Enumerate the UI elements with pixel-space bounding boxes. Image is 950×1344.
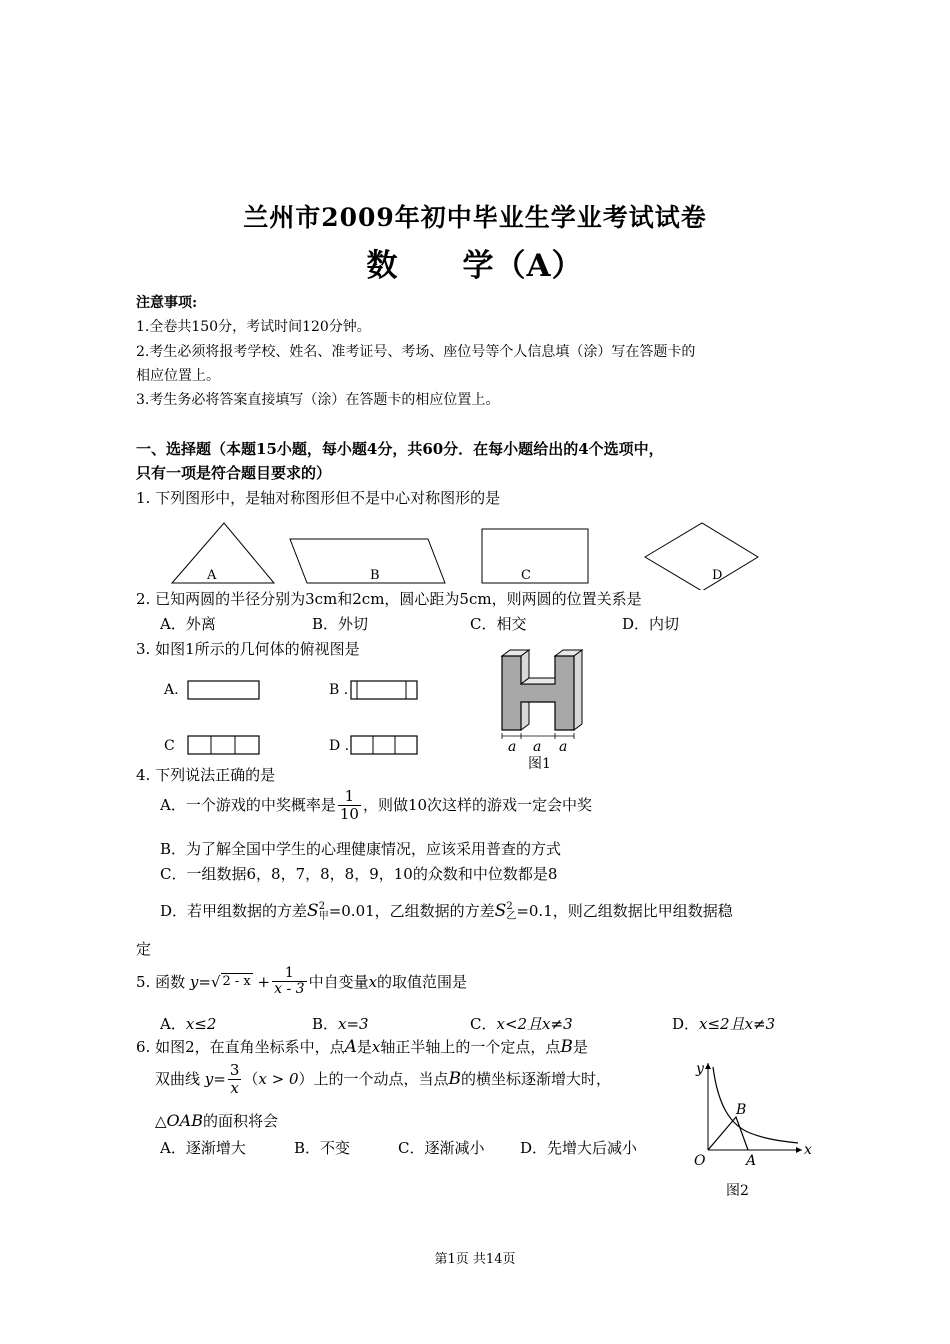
- axis-label-y: y: [696, 1061, 704, 1077]
- notice-item-1: 1.全卷共150分，考试时间120分钟。: [136, 319, 371, 335]
- triangle-shape-a: [172, 523, 274, 583]
- q5-option-b: [312, 1013, 369, 1034]
- q6-cond: x > 0: [258, 1070, 299, 1088]
- q3-option-a-label: A.: [164, 682, 179, 698]
- q4-option-a-post: ，则做10次这样的游戏一定会中奖: [362, 796, 593, 814]
- parallelogram-shape-b: [290, 539, 445, 583]
- q6-line1: [136, 1036, 588, 1057]
- q5-option-d-value: x≤2且x≠3: [699, 1015, 776, 1033]
- q4-option-a-pre: A．一个游戏的中奖概率是: [160, 796, 336, 814]
- q5-stem: [136, 966, 467, 998]
- q1-shapes: [160, 515, 800, 590]
- q6-line2-post: 的横坐标逐渐增大时，: [461, 1070, 612, 1088]
- q6-line2: [155, 1062, 611, 1096]
- figure-1-h-solid: [494, 648, 594, 760]
- notice-item-3: 3.考生务必将答案直接填写（涂）在答题卡的相应位置上。: [136, 392, 500, 408]
- notice-item-2-cont: 相应位置上。: [136, 368, 220, 384]
- q5-eq: =: [198, 972, 211, 991]
- q5-option-c-label: C．: [470, 1015, 497, 1033]
- q5-x: x: [368, 972, 378, 991]
- sqrt-radicand: 2 - x: [222, 973, 251, 989]
- q6-cond-close: ）上的一个动点，当点: [298, 1070, 449, 1088]
- top-view-c: [188, 736, 259, 754]
- fraction-num: 1: [344, 787, 355, 805]
- fraction-1-over-x-3: [272, 966, 306, 998]
- page-footer: 第1页 共14页: [434, 1252, 516, 1267]
- q2-option-d: D．内切: [622, 615, 680, 633]
- q6-line2-pre: 双曲线: [155, 1070, 201, 1088]
- q5-option-a-value: x≤2: [185, 1015, 217, 1033]
- shape-label-d: D: [712, 568, 723, 583]
- top-view-a: [188, 681, 259, 699]
- variance-sup-1: 2: [318, 901, 326, 912]
- q2-option-c: C．相交: [470, 615, 527, 633]
- variance-symbol-1: S: [307, 901, 319, 921]
- q4-option-d-mid2: =0.1，则乙组数据比甲组数据稳: [516, 902, 733, 920]
- q4-option-d: [160, 900, 733, 922]
- q5-option-c-value: x<2且x≠3: [496, 1015, 573, 1033]
- q5-option-c: [470, 1013, 573, 1034]
- q5-post2: 的取值范围是: [377, 972, 468, 991]
- variance-symbol-2: S: [494, 901, 507, 921]
- q5-option-d-label: D．: [672, 1015, 700, 1033]
- q6-oab: OAB: [166, 1111, 203, 1130]
- q6-eq: =: [213, 1070, 226, 1088]
- q5-den: x - 3: [274, 981, 305, 998]
- dim-label-a-3: a: [559, 739, 568, 755]
- q6-num: 3: [229, 1061, 240, 1079]
- section-heading-line2: 只有一项是符合题目要求的）: [136, 464, 332, 482]
- q5-option-d: [672, 1013, 775, 1034]
- notice-heading: 注意事项:: [136, 295, 198, 311]
- notice-item-2: 2.考生必须将报考学校、姓名、准考证号、考场、座位号等个人信息填（涂）写在答题卡的: [136, 344, 696, 360]
- fraction-3-over-x: [228, 1062, 242, 1096]
- q2-option-a: A．外离: [160, 615, 216, 633]
- figure-1-caption: 图1: [528, 756, 551, 772]
- q3-option-b-label: B .: [329, 682, 349, 698]
- q3-option-c-label: C: [164, 738, 175, 754]
- q5-pre: 5. 函数: [136, 972, 186, 991]
- section-heading-line1: 一、选择题（本题15小题，每小题4分，共60分．在每小题给出的4个选项中，: [136, 440, 664, 458]
- q6-point-a: A: [344, 1037, 357, 1057]
- q4-option-d-pre: D．若甲组数据的方差: [160, 902, 308, 920]
- q5-option-a-label: A．: [160, 1015, 186, 1033]
- q4-option-a: [160, 788, 592, 822]
- rectangle-shape-c: [482, 529, 588, 583]
- q2-stem: 2. 已知两圆的半径分别为3cm和2cm，圆心距为5cm，则两圆的位置关系是: [136, 590, 642, 608]
- shape-label-b: B: [370, 568, 380, 583]
- dim-label-a-1: a: [508, 739, 517, 755]
- figure-2-hyperbola: [680, 1055, 820, 1170]
- figure-2-caption: 图2: [726, 1183, 749, 1199]
- axis-label-x: x: [804, 1142, 812, 1158]
- q4-stem: 4. 下列说法正确的是: [136, 766, 276, 784]
- q6-line1-mid: 是: [356, 1038, 372, 1056]
- q5-option-b-value: x=3: [338, 1015, 369, 1033]
- q6-option-a: A．逐渐增大: [160, 1139, 246, 1157]
- top-view-d: [351, 736, 417, 754]
- q5-plus: +: [257, 972, 271, 991]
- q3-top-views: [185, 678, 425, 758]
- q6-option-c: C．逐渐减小: [398, 1139, 485, 1157]
- q4-option-c: C．一组数据6，8，7，8，8，9，10的众数和中位数都是8: [160, 865, 558, 883]
- origin-label: O: [694, 1153, 706, 1169]
- q6-option-b: B．不变: [294, 1139, 351, 1157]
- q5-option-b-label: B．: [312, 1015, 339, 1033]
- q1-stem: 1. 下列图形中，是轴对称图形但不是中心对称图形的是: [136, 489, 501, 507]
- q3-option-d-label: D .: [329, 738, 350, 754]
- variance-sub-1: 甲: [318, 911, 329, 922]
- q6-x: x: [371, 1038, 381, 1056]
- q2-option-b: B．外切: [312, 615, 369, 633]
- rhombus-shape-d: [645, 523, 758, 590]
- q5-post: 中自变量: [308, 972, 369, 991]
- point-a-label: A: [746, 1153, 757, 1169]
- triangle-oab: [708, 1117, 748, 1150]
- q4-option-d-mid1: =0.01，乙组数据的方差: [328, 902, 495, 920]
- q5-num: 1: [284, 965, 294, 981]
- q6-line1-post: 是: [572, 1038, 588, 1056]
- q4-option-d-continued: 定: [136, 940, 152, 958]
- hyperbola-curve: [713, 1067, 798, 1143]
- sqrt-sign: √: [210, 972, 221, 991]
- q5-option-a: [160, 1013, 216, 1034]
- q6-line1-pre: 6. 如图2，在直角坐标系中，点: [136, 1038, 345, 1056]
- q5-y: y: [189, 972, 199, 991]
- q4-option-b: B．为了解全国中学生的心理健康情况，应该采用普查的方式: [160, 840, 562, 858]
- shape-label-a: A: [207, 568, 217, 583]
- q6-option-d: D．先增大后减小: [520, 1139, 638, 1157]
- variance-sub-2: 乙: [506, 911, 517, 922]
- h-front-face: [502, 656, 574, 730]
- q6-den: x: [228, 1079, 242, 1097]
- q3-stem: 3. 如图1所示的几何体的俯视图是: [136, 640, 360, 658]
- q6-cond-open: （: [243, 1070, 259, 1088]
- variance-sup-2: 2: [506, 901, 513, 912]
- q6-y: y: [204, 1070, 214, 1088]
- q6-point-b-2: B: [448, 1069, 462, 1089]
- q6-point-b: B: [560, 1037, 573, 1057]
- q6-line3: [155, 1110, 278, 1131]
- point-b-label: B: [736, 1102, 747, 1118]
- subject-title: 数 学（A）: [366, 248, 584, 284]
- exam-title: 兰州市2009年初中毕业生学业考试试卷: [243, 203, 707, 232]
- q6-triangle-symbol: △: [155, 1112, 167, 1130]
- fraction-den: 10: [339, 804, 359, 823]
- top-view-b: [351, 681, 417, 699]
- dim-label-a-2: a: [533, 739, 542, 755]
- shape-label-c: C: [521, 568, 531, 583]
- q6-line3-post: 的面积将会: [202, 1112, 278, 1130]
- fraction-1-10: [338, 788, 361, 822]
- q6-line1-mid2: 轴正半轴上的一个定点，点: [380, 1038, 561, 1056]
